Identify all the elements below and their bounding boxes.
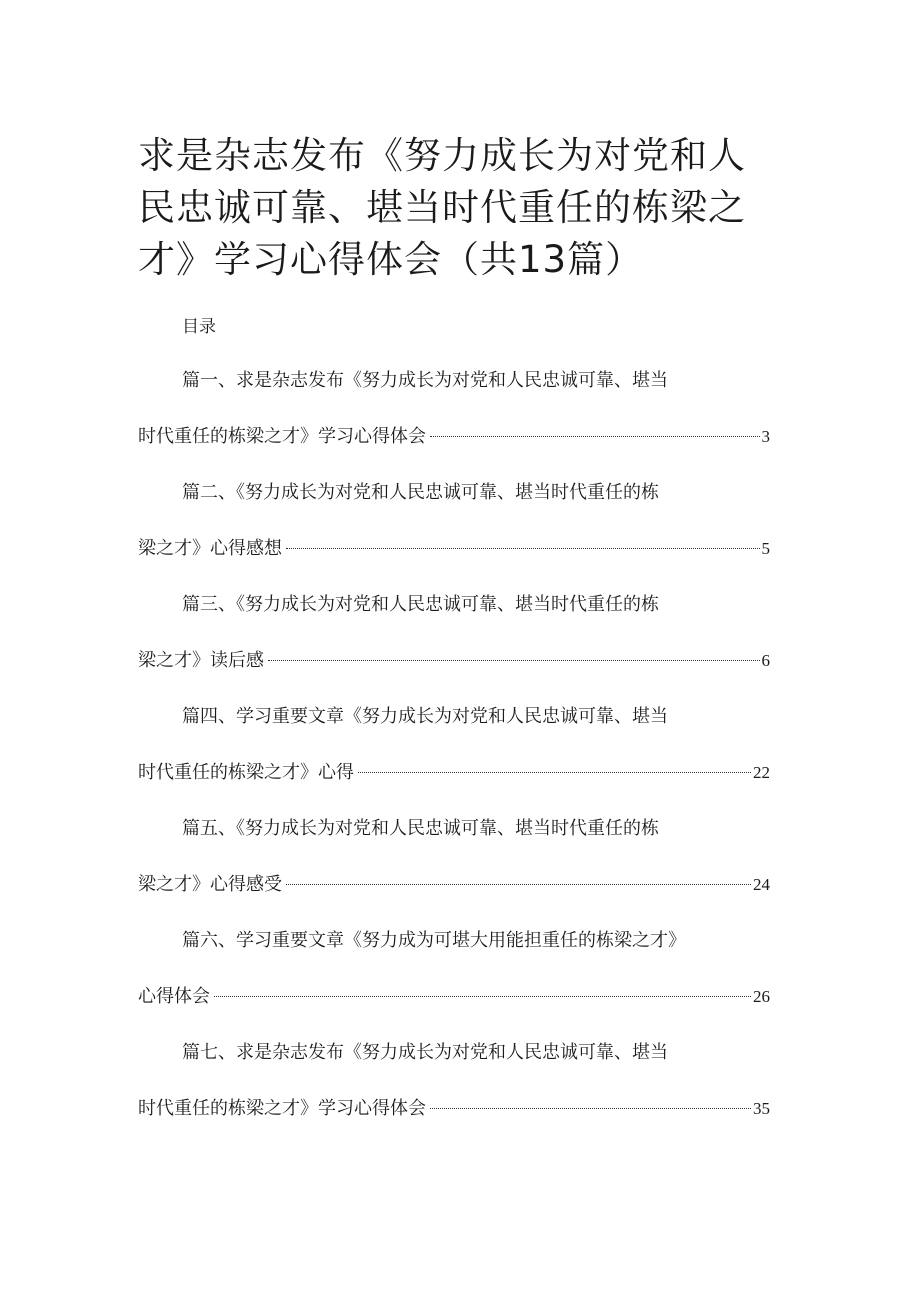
toc-entry-continuation — [138, 758, 770, 788]
toc-entry-title-continued: 时代重任的栋梁之才》学习心得体会 — [138, 1098, 426, 1119]
toc-page-number: 22 — [753, 763, 770, 782]
toc-entry-continuation — [138, 1094, 770, 1124]
toc-entry-continuation — [138, 534, 770, 564]
table-of-contents — [138, 360, 770, 1144]
toc-entry-continuation — [138, 422, 770, 452]
dot-leader — [358, 772, 751, 773]
toc-entry-title: 篇四、学习重要文章《努力成长为对党和人民忠诚可靠、堪当 — [182, 706, 668, 727]
toc-entry-title: 篇二、《努力成长为对党和人民忠诚可靠、堪当时代重任的栋 — [182, 482, 659, 503]
document-title: 求是杂志发布《努力成长为对党和人民忠诚可靠、堪当时代重任的栋梁之才》学习心得体会（共13篇） — [138, 134, 746, 281]
toc-entry[interactable] — [138, 808, 770, 920]
toc-page-number: 35 — [753, 1099, 770, 1118]
toc-entry-continuation — [138, 646, 770, 676]
dot-leader — [286, 884, 751, 885]
toc-entry-title-continued: 时代重任的栋梁之才》学习心得体会 — [138, 426, 426, 447]
toc-page-number: 6 — [761, 651, 770, 670]
toc-page-number: 3 — [761, 427, 770, 446]
toc-entry[interactable] — [138, 360, 770, 472]
toc-entry[interactable] — [138, 584, 770, 696]
toc-entry-continuation — [138, 982, 770, 1012]
dot-leader — [286, 548, 760, 549]
toc-page-number: 26 — [753, 987, 770, 1006]
toc-entry[interactable] — [138, 920, 770, 1032]
dot-leader — [430, 436, 760, 437]
toc-heading: 目录 — [182, 317, 216, 337]
dot-leader — [430, 1108, 751, 1109]
toc-entry-title: 篇六、学习重要文章《努力成为可堪大用能担重任的栋梁之才》 — [182, 930, 686, 951]
toc-entry-title: 篇七、求是杂志发布《努力成长为对党和人民忠诚可靠、堪当 — [182, 1042, 668, 1063]
toc-entry[interactable] — [138, 472, 770, 584]
toc-entry-continuation — [138, 870, 770, 900]
toc-entry-title: 篇三、《努力成长为对党和人民忠诚可靠、堪当时代重任的栋 — [182, 594, 659, 615]
toc-page-number: 24 — [753, 875, 770, 894]
dot-leader — [268, 660, 760, 661]
toc-entry-title-continued: 心得体会 — [138, 986, 210, 1007]
toc-entry-title-continued: 时代重任的栋梁之才》心得 — [138, 762, 354, 783]
toc-entry[interactable] — [138, 1032, 770, 1144]
dot-leader — [214, 996, 751, 997]
toc-entry-title-continued: 梁之才》心得感受 — [138, 874, 282, 895]
toc-entry-title-continued: 梁之才》读后感 — [138, 650, 264, 671]
toc-entry-title: 篇五、《努力成长为对党和人民忠诚可靠、堪当时代重任的栋 — [182, 818, 659, 839]
toc-entry-title: 篇一、求是杂志发布《努力成长为对党和人民忠诚可靠、堪当 — [182, 370, 668, 391]
toc-entry[interactable] — [138, 696, 770, 808]
toc-page-number: 5 — [761, 539, 770, 558]
toc-entry-title-continued: 梁之才》心得感想 — [138, 538, 282, 559]
